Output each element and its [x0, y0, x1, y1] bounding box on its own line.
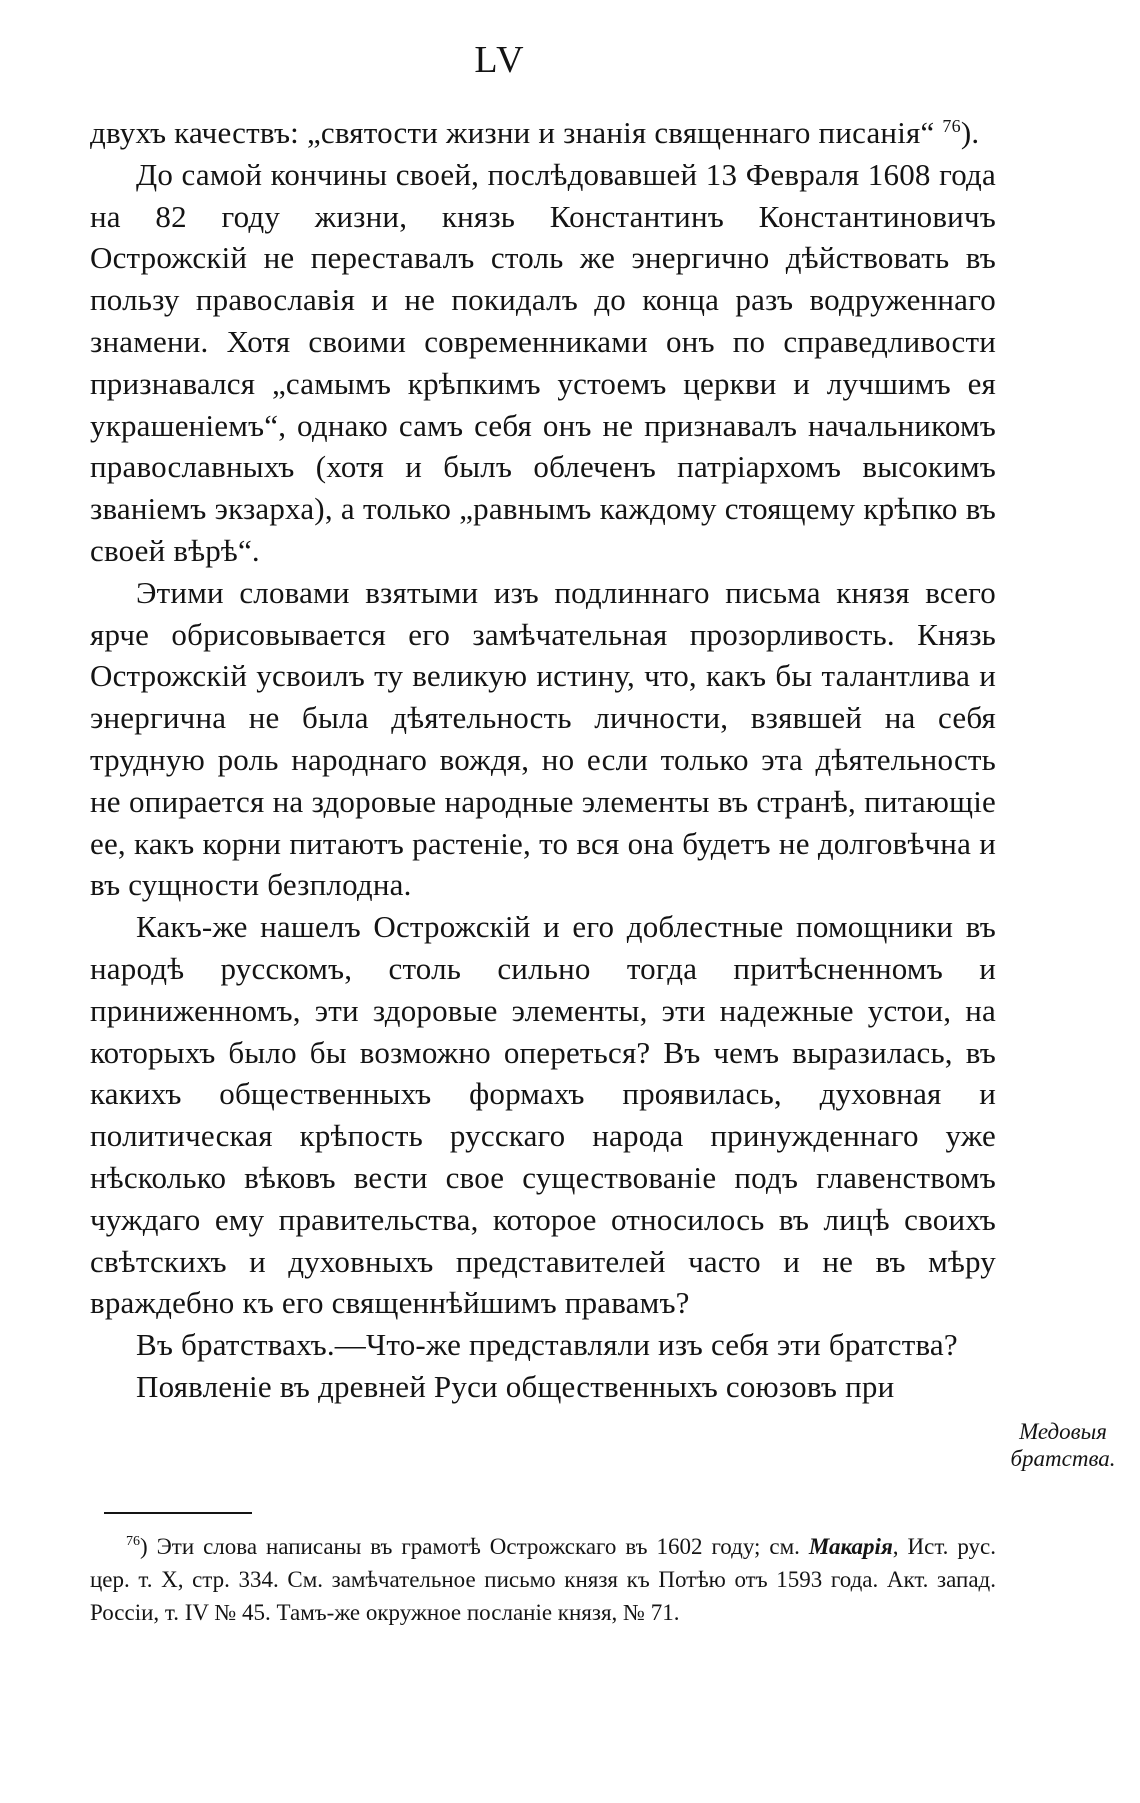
paragraph-text: ). — [960, 115, 980, 150]
body-text — [90, 112, 996, 1408]
paragraph-text: двухъ качествъ: „святости жизни и знанія священнаго писанія“ — [90, 115, 935, 150]
footnote-text: ) Эти слова написаны въ грамотѣ Острожскаго въ 1602 году; см. — [140, 1534, 809, 1559]
footnotes — [90, 1530, 996, 1629]
footnote-reference[interactable]: 76 — [942, 116, 961, 136]
margin-note — [998, 1418, 1128, 1472]
page-number: LV — [474, 39, 526, 81]
footnote-text: , Ист. рус. цер. т. X, стр. 334. См. замѣчательное письмо князя къ Потѣю отъ 1593 года. Акт. запад. Россіи, т. IV № 45. Тамъ-же окружное посланіе князя, № 71. — [90, 1534, 996, 1625]
paragraph: Въ братствахъ.—Что-же представляли изъ себя эти братства? — [136, 1327, 958, 1363]
footnote-number: 76 — [126, 1534, 140, 1549]
margin-note-line: Медовыя — [1019, 1419, 1107, 1444]
margin-note-line: братства. — [1010, 1446, 1116, 1471]
footnote-author: Макарія — [808, 1534, 893, 1559]
paragraph: Какъ-же нашелъ Острожскій и его доблестные помощники въ народѣ русскомъ, столь сильно тогда притѣсненномъ и приниженномъ, эти здоровые элементы, эти надежные устои, на которыхъ было бы возможно опереться? Въ чемъ выразилась, въ какихъ общественныхъ формахъ проявилась, духовная и политическая крѣпость русскаго народа принужденнаго уже нѣсколько вѣковъ вести свое существованіе подъ главенствомъ чуждаго ему правительства, которое относилось въ лицѣ своихъ свѣтскихъ и духовныхъ представителей часто и не въ мѣру враждебно къ его священнѣйшимъ правамъ? — [90, 909, 996, 1321]
paragraph: До самой кончины своей, послѣдовавшей 13 Февраля 1608 года на 82 году жизни, князь Константинъ Константиновичъ Острожскій не переставалъ столь же энергично дѣйствовать въ пользу православія и не покидалъ до конца разъ водруженнаго знамени. Хотя своими современниками онъ по справедливости признавался „самымъ крѣпкимъ устоемъ церкви и лучшимъ ея украшеніемъ“, однако самъ себя онъ не признавалъ начальникомъ православныхъ (хотя и былъ облеченъ патріархомъ высокимъ званіемъ экзарха), а только „равнымъ каждому стоящему крѣпко въ своей вѣрѣ“. — [90, 156, 996, 568]
paragraph: Этими словами взятыми изъ подлиннаго письма князя всего ярче обрисовывается его замѣчательная прозорливость. Князь Острожскій усвоилъ ту великую истину, что, какъ бы талантлива и энергична не была дѣятельность личности, взявшей на себя трудную роль народнаго вождя, но если только эта дѣятельность не опирается на здоровые народные элементы въ странѣ, питающіе ее, какъ корни питаютъ растеніе, то вся она будетъ не долговѣчна и въ сущности безплодна. — [90, 574, 996, 903]
paragraph — [90, 112, 996, 154]
footnote — [90, 1530, 996, 1629]
footnote-divider — [104, 1512, 252, 1514]
paragraph: Появленіе въ древней Руси общественныхъ союзовъ при — [136, 1368, 895, 1404]
